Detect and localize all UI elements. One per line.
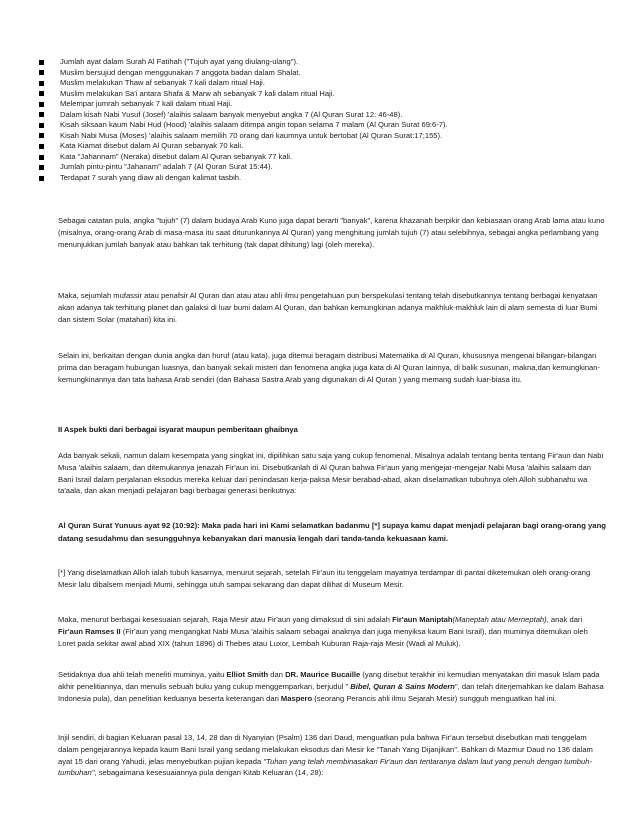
list-item: Muslim melakukan Sa'i antara Shafa & Marw ah sebanyak 7 kali dalam ritual Haji.: [38, 89, 608, 100]
list-item: Jumlah pintu-pintu "Jahanam" adalah 7 (Al Quran Surat 15:44).: [38, 162, 608, 173]
paragraph-researchers: Setidaknya dua ahli telah meneliti muminya, yaitu Elliot Smith dan DR. Maurice Bucaille (yang disebut terakhir ini kemudian menyatakan diri masuk Islam pada akhir penelitiannya, dan menulis sebuah buku yang cukup menggemparkan, berjudul " Bibel, Quran & Sains Modern", dan telah diterjemahkan ke dalam Bahasa Indonesia pula), dan penelitian keduanya beserta keterangan dari Maspero (seorang Perancis ahli ilmu Sejarah Mesir) sungguh menguatkan hal ini.: [58, 670, 604, 703]
paragraph-maniptah: Maka, menurut berbagai kesesuaian sejarah, Raja Mesir atau Fir'aun yang dimaksud di sini adalah Fir'aun Maniptah(Maneptah atau Merneptah), anak dari Fir'aun Ramses II (Fir'aun yang mengangkat Nabi Musa 'alaihis salaam sebagai anaknya dan juga menyiksa kaum Bani Israil), dan muminya ditemukan oleh Loret pada sekitar awal abad XIX (tahun 1896) di Thebes atau Luxor, Lembah Kuburan Raja-raja Mesir (Wadi al Muluk).: [58, 615, 588, 648]
bullet-square-icon: [39, 81, 44, 86]
bullet-square-icon: [39, 60, 44, 65]
list-item: Dalam kisah Nabi Yusuf (Josef) 'alaihis salaam banyak menyebut angka 7 (Al Quran Surat 12: 46-48).: [38, 110, 608, 121]
bullet-square-icon: [39, 155, 44, 160]
bullet-square-icon: [39, 123, 44, 128]
bullet-square-icon: [39, 112, 44, 117]
bullet-square-icon: [39, 133, 44, 138]
list-item: Kisah Nabi Musa (Moses) 'alaihis salaam memilih 70 orang dari kaumnya untuk bertobat (Al Quran Surat:17;155).: [38, 131, 608, 142]
paragraph-mathematics: Selain ini, berkaitan dengan dunia angka dan huruf (atau kata), juga ditemui beragam distribusi Matematika di Al Quran, khususnya mengenai bilangan-bilangan prima dan beragam hubungan luasnya, dan banyak sekali misteri dan fenomena angka juga kata di Al Quran lainnya, di balik susunan, makna,dan kemungkinan-kemungkinannya dan tata bahasa Arab sendiri (dan Bahasa Sastra Arab yang digunakan di Al Quran ) yang memang sudah luar-biasa itu.: [58, 351, 601, 384]
list-item: Kata Kiamat disebut dalam Al Quran sebanyak 70 kali.: [38, 141, 608, 152]
list-item: Jumlah ayat dalam Surah Al Fatihah ("Tujuh ayat yang diulang-ulang").: [38, 57, 608, 68]
quran-quote: Al Quran Surat Yunuus ayat 92 (10:92): Maka pada hari ini Kami selamatkan badanmu [*] supaya kamu dapat menjadi pelajaran bagi orang-orang yang datang sesudahmu dan sesungguhnya kebanyakan dari manusia lengah dari tanda-tanda kekuasaan kami.: [58, 521, 606, 543]
paragraph-seven-meaning: Sebagai catatan pula, angka "tujuh" (7) dalam budaya Arab Kuno juga dapat berarti "banyak", karena khazanah berpikir dan kebiasaan orang Arab lama atau kuno (misalnya, orang-orang Arab di masa-masa itu saat diturunkannya Al Quran) yang menghitung jumlah tujuh (7) atau selebihnya, sebagai angka perlambang yang menunjukkan jumlah banyak atau bahkan tak terhitung (tak dapat dihitung) lagi (oleh mereka).: [58, 216, 605, 249]
paragraph-firaun-story: Ada banyak sekali, namun dalam kesempata yang singkat ini, dipilihkan satu saja yang cukup fenomenal. Misalnya adalah tentang berita tentang Fir'aun dan Nabi Musa 'alaihis salaam, dan ditemukannya jenazah Fir'aun ini. Disebutkanlah di Al Quran bahwa Fir'aun yang mengejar-mengejar Nabi Musa 'alaihis salaam dan Bani Israil dalam perjalanan eksodus mereka keluar dari penindasan kerja-paksa Mesir berabad-abad, akan diselamatkan tubuhnya oleh Alloh subhanahu wa ta'aala, dan akan menjadi pelajaran bagi berbagai generasi berikutnya:: [58, 451, 604, 496]
bullet-square-icon: [39, 176, 44, 181]
bullet-square-icon: [39, 91, 44, 96]
list-item: Muslim bersujud dengan menggunakan 7 anggota badan dalam Shalat.: [38, 68, 608, 79]
list-item: Kata "Jahannam" (Neraka) disebut dalam Al Quran sebanyak 77 kali.: [38, 152, 608, 163]
bullet-square-icon: [39, 144, 44, 149]
list-item: Melempar jumrah sebanyak 7 kali dalam ritual Haji.: [38, 99, 608, 110]
bullet-square-icon: [39, 165, 44, 170]
bullet-list: [38, 57, 608, 184]
list-item: Kisah siksaan kaum Nabi Hud (Hood) 'alaihis salaam ditimpa angin topan selama 7 malam (Al Quran Surat 69:6-7).: [38, 120, 608, 131]
bullet-square-icon: [39, 102, 44, 107]
bullet-square-icon: [39, 70, 44, 75]
paragraph-mufassir: Maka, sejumlah mufassir atau penafsir Al Quran dan atau atau ahli ilmu pengetahuan pun berspekulasi tentang telah disebutkannya tentang berbagai kenyataan akan adanya tak terhitung planet dan galaksi di luar bumi dalam Al Quran, dan bahkan kemungkinan adanya makhluk-makhluk lain di alam semesta di luar Bumi dan sistem Solar (matahari) kita ini.: [58, 291, 598, 324]
section-heading: II Aspek bukti dari berbagai isyarat maupun pemberitaan ghaibnya: [58, 425, 298, 434]
list-item: Muslim melakukan Thaw af sebanyak 7 kali dalam ritual Haji.: [38, 78, 608, 89]
list-item: Terdapat 7 surah yang diaw ali dengan kalimat tasbih.: [38, 173, 608, 184]
paragraph-injil: Injil sendiri, di bagian Keluaran pasal 13, 14, 28 dan di Nyanyian (Psalm) 136 dari Daud, menguatkan pula bahwa Fir'aun tersebut disebutkan mati tenggelam dalam pengejarannya kepada kaum Bani Israil yang sedang melakukan eksodus dari Mesir ke "Tanah Yang Dijanjikan". Bahkan di Mazmur Daud no 136 dalam ayat 15 dari orang Yahudi, jelas menyebutkan pujian kepada "Tuhan yang telah membinasakan Fir'aun dan tentaranya dalam laut yang penuh dengan tumbuh-tumbuhan", sebagaimana kesesuaiannya pula dengan Kitab Keluaran (14, 28):: [58, 733, 593, 778]
paragraph-footnote: [*] Yang diselamatkan Alloh ialah tubuh kasarnya, menurut sejarah, setelah Fir'aun itu tenggelam mayatnya terdampar di pantai diketemukan oleh orang-orang Mesir lalu dibalsem menjadi Mumi, sehingga utuh sampai sekarang dan dapat dilihat di Museum Mesir.: [58, 568, 591, 589]
